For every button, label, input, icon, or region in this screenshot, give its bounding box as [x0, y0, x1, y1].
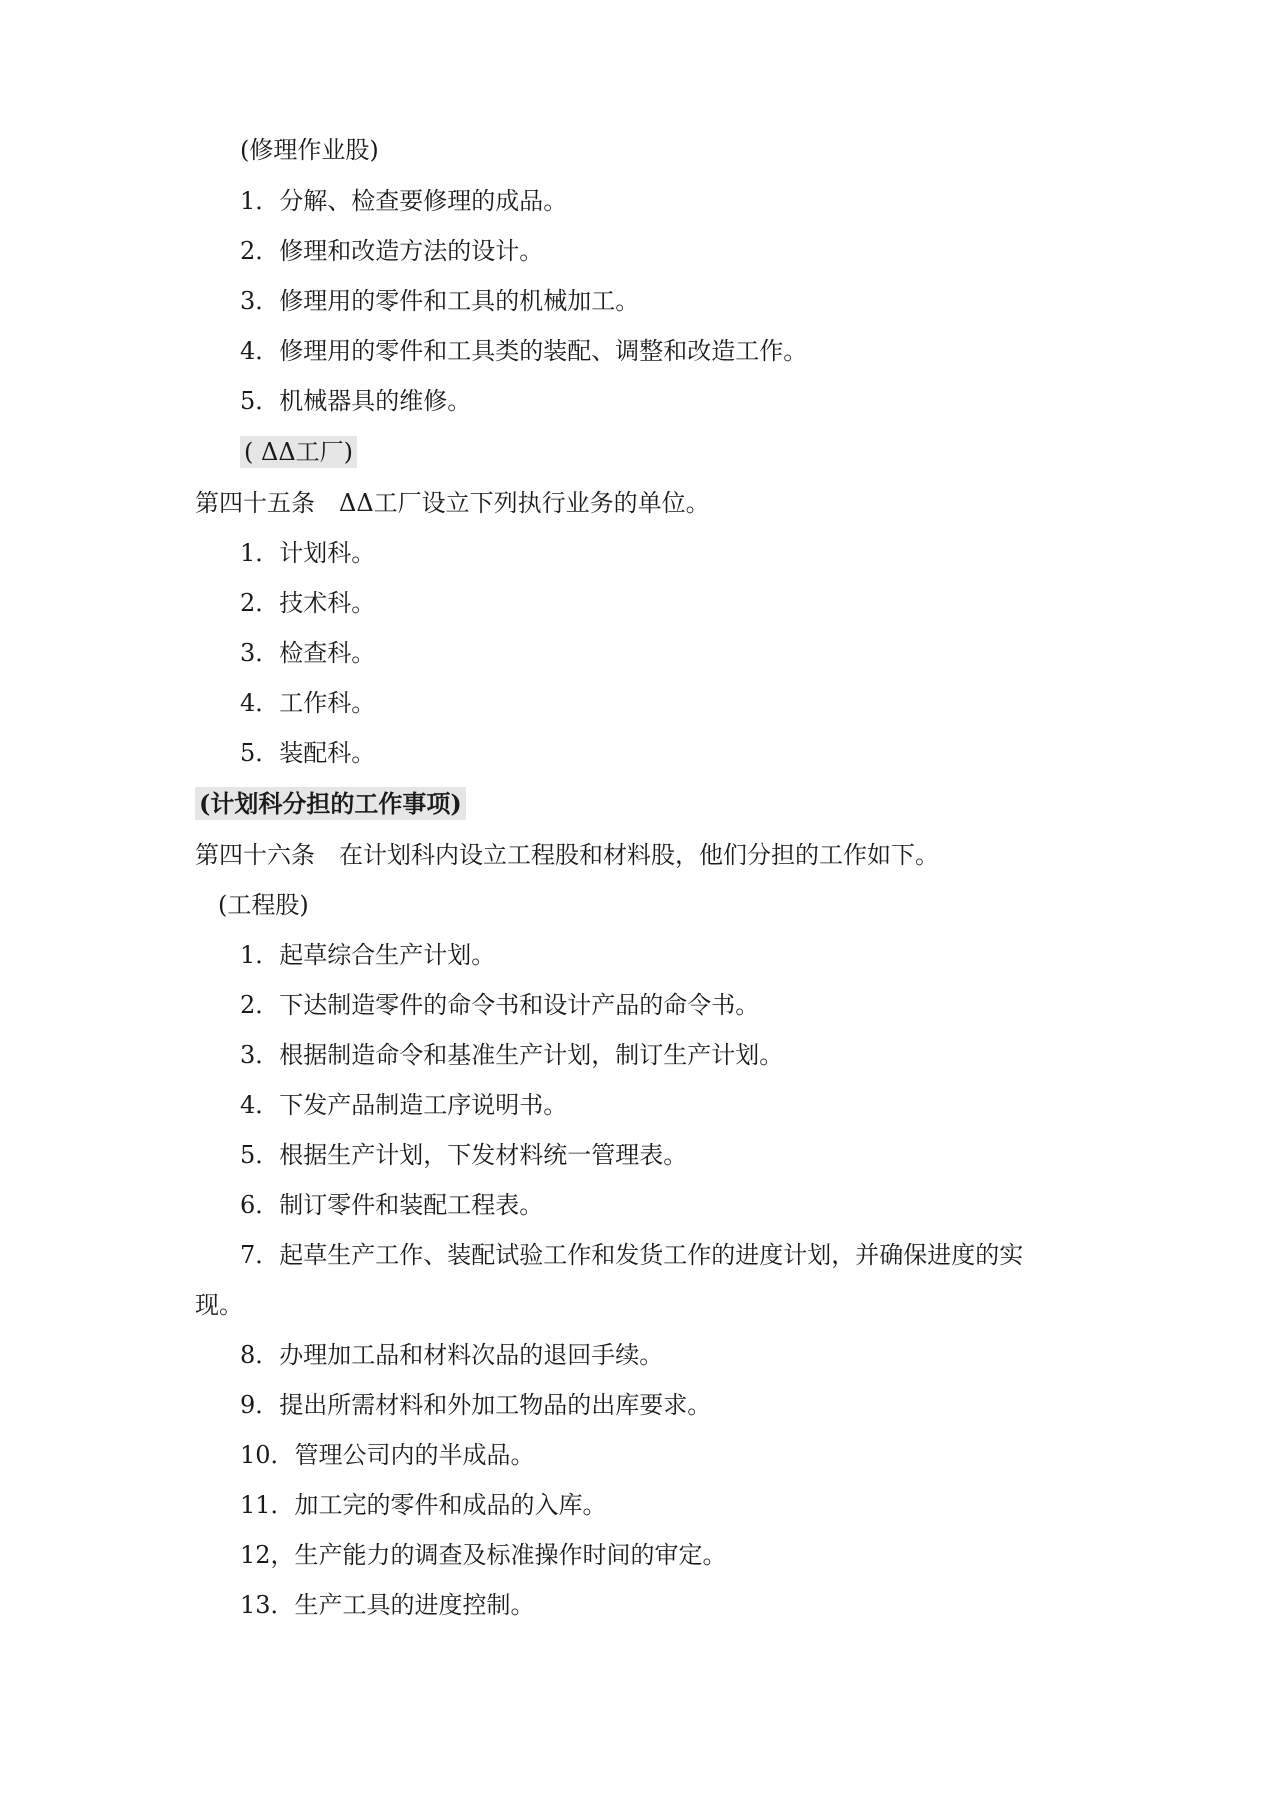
list-item: 5．根据生产计划，下发材料统一管理表。	[240, 1141, 688, 1169]
list-item: 3．检查科。	[240, 639, 376, 667]
list-item: 4．下发产品制造工序说明书。	[240, 1091, 568, 1119]
list-item: 6．制订零件和装配工程表。	[240, 1191, 544, 1219]
list-item: 1．计划科。	[240, 539, 376, 567]
list-item: 5．机械器具的维修。	[240, 387, 472, 415]
list-item: 1．分解、检查要修理的成品。	[240, 187, 568, 215]
subheading-engineering: (工程股)	[218, 891, 309, 919]
list-item: 12，生产能力的调查及标准操作时间的审定。	[240, 1541, 727, 1569]
heading-highlight: (计划科分担的工作事项)	[195, 787, 466, 820]
list-item: 9．提出所需材料和外加工物品的出库要求。	[240, 1391, 712, 1419]
list-item: 2．下达制造零件的命令书和设计产品的命令书。	[240, 991, 760, 1019]
list-item: 3．修理用的零件和工具的机械加工。	[240, 287, 640, 315]
section-heading-factory	[240, 436, 357, 468]
list-item-continuation: 现。	[195, 1291, 243, 1319]
list-item: 11．加工完的零件和成品的入库。	[240, 1491, 607, 1519]
heading-highlight: ( ΔΔ工厂)	[240, 436, 357, 468]
section-heading-repair: (修理作业股)	[240, 136, 379, 164]
list-item: 2．修理和改造方法的设计。	[240, 237, 544, 265]
list-item: 2．技术科。	[240, 589, 376, 617]
list-item: 7．起草生产工作、装配试验工作和发货工作的进度计划，并确保进度的实	[240, 1241, 1024, 1269]
list-item: 4．修理用的零件和工具类的装配、调整和改造工作。	[240, 337, 808, 365]
list-item: 3．根据制造命令和基准生产计划，制订生产计划。	[240, 1041, 784, 1069]
list-item: 8．办理加工品和材料次品的退回手续。	[240, 1341, 664, 1369]
list-item: 5．装配科。	[240, 739, 376, 767]
list-item: 10．管理公司内的半成品。	[240, 1441, 535, 1469]
section-heading-planning	[195, 788, 466, 820]
article-45: 第四十五条 ΔΔ工厂设立下列执行业务的单位。	[195, 489, 710, 517]
list-item: 13．生产工具的进度控制。	[240, 1591, 535, 1619]
list-item: 1．起草综合生产计划。	[240, 941, 496, 969]
list-item: 4．工作科。	[240, 689, 376, 717]
article-46: 第四十六条 在计划科内设立工程股和材料股，他们分担的工作如下。	[195, 841, 939, 869]
